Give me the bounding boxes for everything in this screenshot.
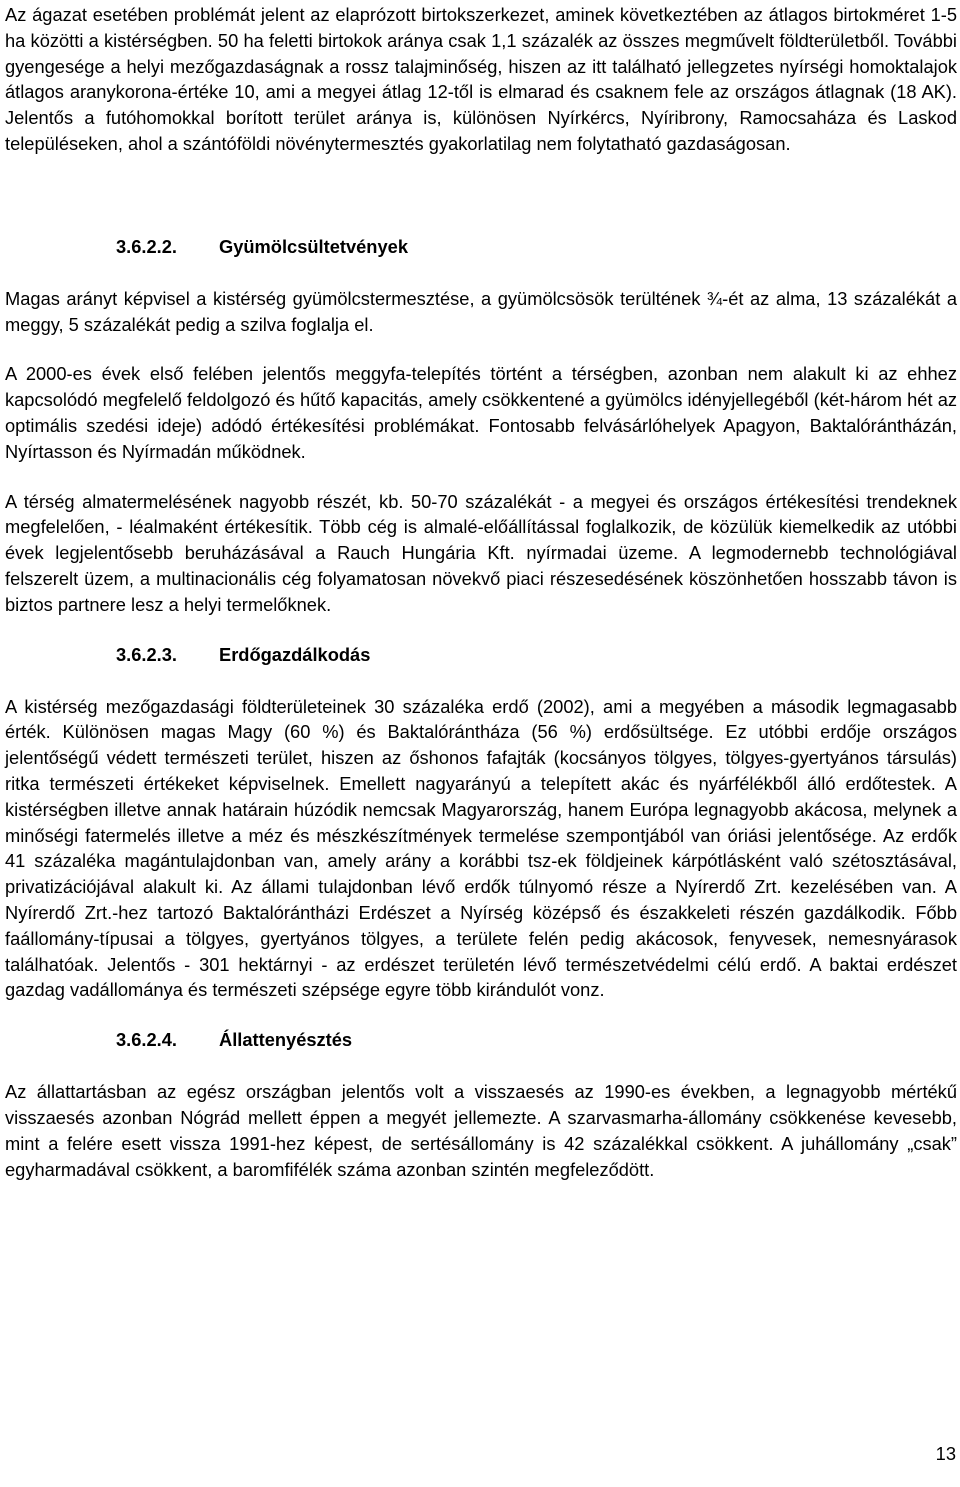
paragraph-forestry: A kistérség mezőgazdasági földterületeinek 30 százaléka erdő (2002), ami a megyében a második legmagasabb érték. Különösen magas Magy (60 %) és Baktalórántháza (56 %) erdősültsége. Ez utóbbi erdője országos jelentőségű védett természeti terület, hiszen az őshonos fafajták (kocsányos tölgyes, tölgyes-gyertyános társulás) ritka természeti értékeket képviselnek. Emellett nagyarányú a telepített akác és nyárfélékből álló erdőtestek. A kistérségben illetve annak határain húzódik nemcsak Magyarország, hanem Európa legnagyobb akácosa, melynek a minőségi fatermelés illetve a méz és mészkészítmények termelése szempontjából van óriási jelentősége. Az erdők 41 százaléka magántulajdonban van, amely arány a korábbi tsz-ek földjeinek kárpótlásként való szétosztásával, privatizációjával alakult ki. Az állami tulajdonban lévő erdők túlnyomó része a Nyírerdő Zrt. kezelésében van. A Nyírerdő Zrt.-hez tartozó Baktalórántházi Erdészet a Nyírség középső és északkeleti részén gazdálkodik. Főbb faállomány-típusai a tölgyes, gyertyános tölgyes, a területe felén pedig akácosok, fenyvesek, nemesnyárasok találhatóak. Jelentős - 301 hektárnyi - az erdészet területén lévő természetvédelmi célú erdő. A baktai erdészet gazdag vadállománya és természeti szépsége egyre több kirándulót vonz. [5,695,957,1001]
section-heading-livestock [5,1027,957,1053]
section-title: Állattenyésztés [219,1029,353,1051]
paragraph-livestock: Az állattartásban az egész országban jelentős volt a visszaesés az 1990-es években, a legnagyobb mértékű visszaesés azonban Nógrád mellett éppen a megyét jellemezte. A szarvasmarha-állomány csökkenése kevesebb, mint a felére esett vissza 1991-hez képest, de sertésállomány is 42 százalékkal csökkent. A juhállomány „csak” egyharmadával csökkent, a baromfifélék száma azonban szintén megfeleződött. [5,1081,957,1180]
paragraph-apple-production: A térség almatermelésének nagyobb részét, kb. 50-70 százalékát - a megyei és országos értékesítési trendeknek megfelelően, - léalmaként értékesítik. Több cég is almalé-előállítással foglalkozik, de közülük kiemelkedik az utóbbi évek legjelentősebb beruházásával a Rauch Hungária Kft. nyírmadai üzeme. A legmodernebb technológiával felszerelt üzem, a multinacionális cég folyamatosan növekvő piaci részesedésének köszönhetően hosszabb távon is biztos partnere lesz a helyi termelőknek. [5,490,957,615]
section-title: Erdőgazdálkodás [219,643,371,665]
paragraph-sour-cherry: A 2000-es évek első felében jelentős meggyfa-telepítés történt a térségben, azonban nem alakult ki az ehhez kapcsolódó megfelelő feldolgozó és hűtő kapacitás, amely csökkentené a gyümölcs idényjellegéből (két-három hét az optimális szedési ideje) adódó értékesítési problémákat. Fontosabb felvásárlóhelyek Apagyon, Baktalórántházán, Nyírtasson és Nyírmadán működnek. [5,363,957,462]
section-number: 3.6.2.3. [116,643,177,665]
paragraph-fruit-share: Magas arányt képvisel a kistérség gyümölcstermesztése, a gyümölcsösök terültének ¾-ét az alma, 13 százalékát a meggy, 5 százalékát pedig a szilva foglalja el. [5,287,957,335]
section-title: Gyümölcsültetvények [219,235,408,257]
document-page [5,2,957,1182]
section-number: 3.6.2.2. [116,235,177,257]
section-heading-fruit-orchards [5,234,957,260]
section-heading-forestry [5,642,957,668]
paragraph-land-structure: Az ágazat esetében problémát jelent az elaprózott birtokszerkezet, aminek következtében az átlagos birtokméret 1-5 ha közötti a kistérségben. 50 ha feletti birtokok aránya csak 1,1 százalék az összes megművelt földterületből. További gyengesége a helyi mezőgazdaságnak a rossz talajminőség, hiszen az itt található jellegzetes nyírségi homoktalajok átlagos aranykorona-értéke 10, ami a megyei átlag 12-től is elmarad és csaknem fele az országos átlagnak (18 AK). Jelentős a futóhomokkal borított terület aránya is, különösen Nyírkércs, Nyíribrony, Ramocsaháza és Laskod településeken, ahol a szántóföldi növénytermesztés gyakorlatilag nem folytatható gazdaságosan. [5,4,957,154]
page-number: 13 [935,1443,956,1464]
section-number: 3.6.2.4. [116,1029,177,1051]
